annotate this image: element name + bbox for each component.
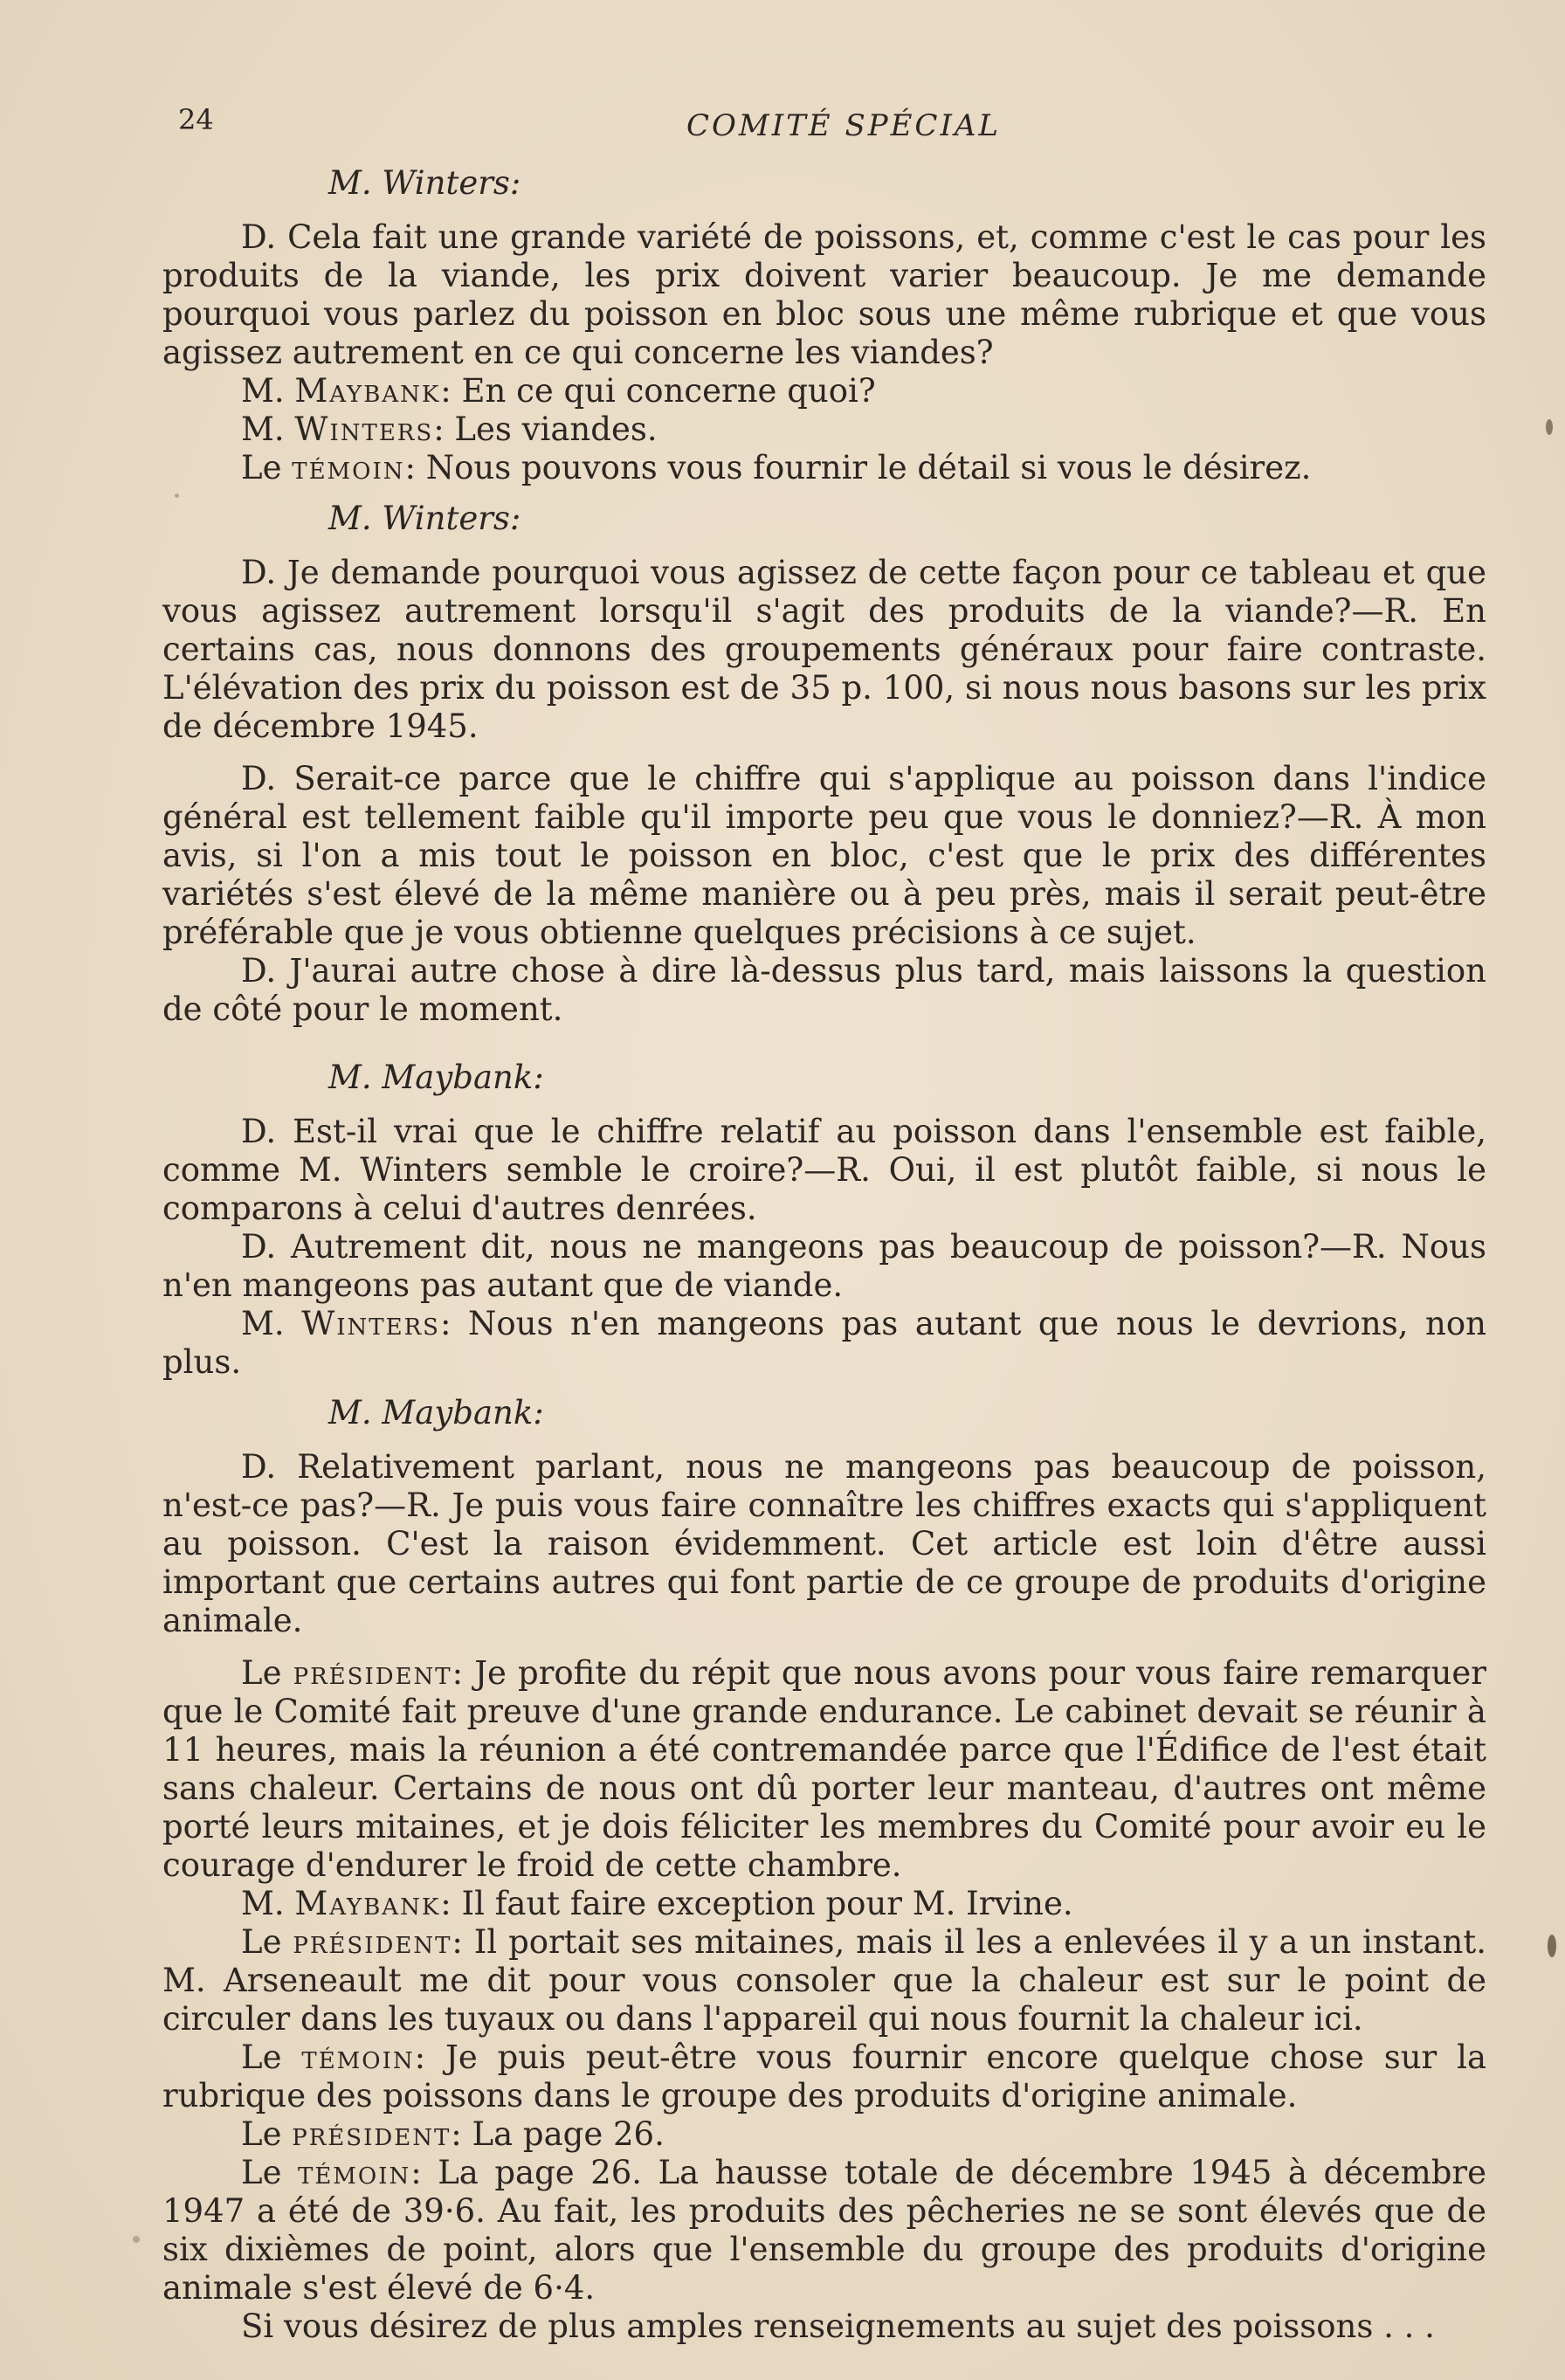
speech-text: : En ce qui concerne quoi?: [440, 372, 876, 410]
document-page: [162, 96, 1486, 2346]
speech-prefix: Le: [241, 2154, 282, 2191]
page-number: 24: [178, 103, 214, 136]
speech-prefix: M.: [241, 1305, 285, 1342]
body-text: [162, 164, 1486, 2346]
speaker-heading: M. Maybank:: [328, 1059, 544, 1096]
speech: [162, 1885, 1486, 1923]
running-title: COMITÉ SPÉCIAL: [686, 108, 1002, 143]
speech-text: : Nous pouvons vous fournir le détail si vous le désirez.: [404, 449, 1312, 486]
speech: [162, 2039, 1486, 2115]
speech-prefix: Le: [241, 1923, 282, 1961]
speech: [162, 449, 1486, 487]
paragraph: D. Cela fait une grande variété de poissons, et, comme c'est le cas pour les produits de la viande, les prix doivent varier beaucoup. Je me demande pourquoi vous parlez du poisson en bloc sous une même rubrique et que vous agissez autrement en ce qui concerne les viandes?: [162, 218, 1486, 371]
speech: [162, 410, 1486, 449]
speech: [162, 2154, 1486, 2308]
speech-text: : Je profite du répit que nous avons pour vous faire remarquer que le Comité fait preuve d'une grande endurance. Le cabinet devait se réunir à 11 heures, mais la réunion a été contremandée parce que l'Édifice de l'est était sans chaleur. Certains de nous ont dû porter leur manteau, d'autres ont même porté leurs mitaines, et je dois féliciter les membres du Comité pour avoir eu le courage d'endurer le froid de cette chambre.: [162, 1654, 1486, 1884]
speaker-name: témoin: [297, 2154, 411, 2191]
paragraph: D. Je demande pourquoi vous agissez de cette façon pour ce tableau et que vous agissez autrement lorsqu'il s'agit des produits de la viande?—R. En certains cas, nous donnons des groupements généraux pour faire contraste. L'élévation des prix du poisson est de 35 p. 100, si nous nous basons sur les prix de décembre 1945.: [162, 554, 1486, 745]
speech: [162, 2115, 1486, 2154]
speech: [162, 1923, 1486, 2039]
paper-mark: [1548, 1935, 1556, 1957]
speech-text: : La page 26. La hausse totale de décembre 1945 à décembre 1947 a été de 39·6. Au fait, les produits des pêcheries ne se sont élevés que de six dixièmes de point, alors que l'ensemble du groupe des produits d'origine animale s'est élevé de 6·4.: [162, 2154, 1486, 2307]
speech-prefix: M.: [241, 1885, 285, 1922]
speech: [162, 1654, 1486, 1885]
speaker-name: Winters: [301, 1305, 440, 1342]
paragraph: D. Relativement parlant, nous ne mangeons pas beaucoup de poisson, n'est-ce pas?—R. Je puis vous faire connaître les chiffres exacts qui s'appliquent au poisson. C'est la raison évidemment. Cet article est loin d'être aussi important que certains autres qui font partie de ce groupe de produits d'origine animale.: [162, 1448, 1486, 1639]
paragraph: D. Est-il vrai que le chiffre relatif au poisson dans l'ensemble est faible, comme M. Winters semble le croire?—R. Oui, il est plutôt faible, si nous le comparons à celui d'autres denrées.: [162, 1113, 1486, 1227]
speech-prefix: Le: [241, 2115, 282, 2153]
speech-prefix: Le: [241, 2039, 282, 2076]
speaker-name: président: [292, 2115, 452, 2153]
paragraph: D. Serait-ce parce que le chiffre qui s'applique au poisson dans l'indice général est tellement faible qu'il importe peu que vous le donniez?—R. À mon avis, si l'on a mis tout le poisson en bloc, c'est que le prix des différentes variétés s'est élevé de la même manière ou à peu près, mais il serait peut-être préférable que je vous obtienne quelques précisions à ce sujet.: [162, 760, 1486, 951]
speech: [162, 372, 1486, 410]
speech-text: : Nous n'en mangeons pas autant que nous le devrions, non plus.: [162, 1305, 1486, 1381]
speech-text: : Il portait ses mitaines, mais il les a enlevées il y a un instant. M. Arseneault me dit pour vous consoler que la chaleur est sur le point de circuler dans les tuyaux ou dans l'appareil qui nous fournit la chaleur ici.: [162, 1923, 1486, 2038]
page-header: [162, 96, 1486, 152]
speaker-heading: M. Winters:: [328, 500, 521, 537]
speech-prefix: M.: [241, 410, 285, 448]
speaker-name: témoin: [301, 2039, 415, 2076]
paper-speck: [175, 493, 179, 498]
speech-prefix: M.: [241, 372, 285, 410]
paragraph: Si vous désirez de plus amples renseignements au sujet des poissons . . .: [241, 2308, 1435, 2345]
paper-mark: [1546, 419, 1553, 435]
speech: [162, 1305, 1486, 1382]
paragraph: D. Autrement dit, nous ne mangeons pas beaucoup de poisson?—R. Nous n'en mangeons pas autant que de viande.: [162, 1228, 1486, 1304]
paragraph: D. J'aurai autre chose à dire là-dessus plus tard, mais laissons la question de côté pour le moment.: [162, 952, 1486, 1028]
speaker-name: Maybank: [294, 1885, 441, 1922]
speaker-name: Winters: [294, 410, 434, 448]
speech-text: : Les viandes.: [433, 410, 658, 448]
speaker-heading: M. Winters:: [328, 164, 521, 202]
speech-prefix: Le: [241, 1654, 282, 1692]
speaker-name: Maybank: [294, 372, 441, 410]
speaker-name: président: [293, 1654, 452, 1692]
speaker-name: président: [293, 1923, 452, 1961]
speech-text: : Je puis peut-être vous fournir encore quelque chose sur la rubrique des poissons dans le groupe des produits d'origine animale.: [162, 2039, 1486, 2114]
speech-text: : La page 26.: [451, 2115, 665, 2153]
speech-prefix: Le: [241, 449, 282, 486]
speaker-heading: M. Maybank:: [328, 1394, 544, 1431]
speaker-name: témoin: [292, 449, 405, 486]
speech-text: : Il faut faire exception pour M. Irvine.: [440, 1885, 1073, 1922]
paper-speck: [133, 2236, 140, 2243]
